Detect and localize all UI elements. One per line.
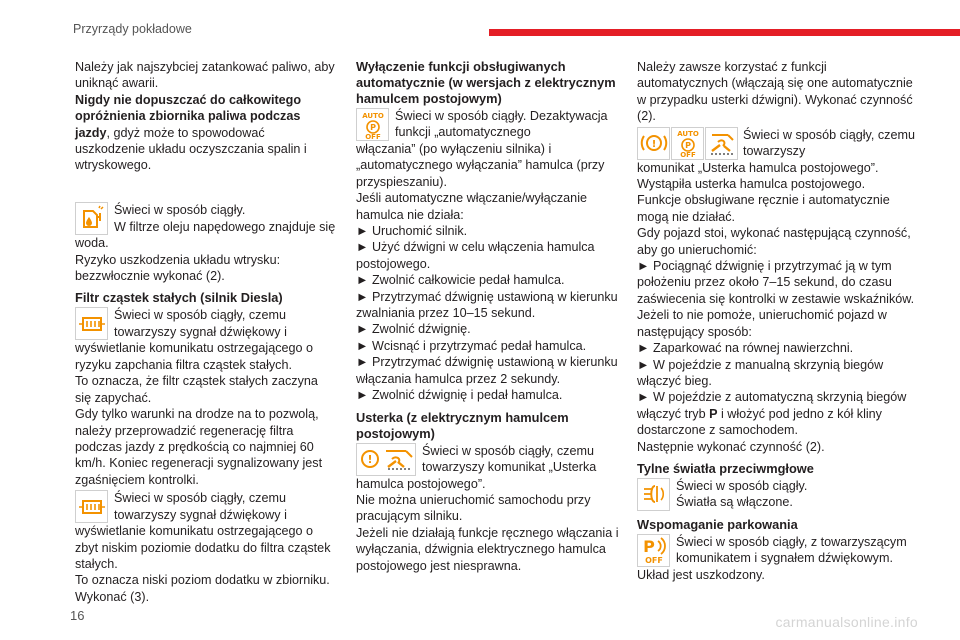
running-header: Przyrządy pokładowe: [73, 22, 192, 36]
auto-off-block: [356, 108, 624, 141]
multi-immobilise: Gdy pojazd stoi, wykonać następującą czynność, aby go unieruchomić:: [637, 226, 911, 257]
auto-gearbox-tail: i włożyć pod jedno z kół kliny dostarczone z samochodem.: [637, 406, 882, 438]
fuel-paragraph: [75, 59, 337, 174]
fault-lever: Jeżeli nie działają funkcje ręcznego włączania i wyłączania, dźwignia elektrycznego hamulca postojowego jest niesprawna.: [356, 525, 619, 573]
step-5: ► Zwolnić dźwignię.: [356, 322, 471, 337]
park-assist-heading: Wspomaganie parkowania: [637, 516, 798, 532]
multi-fault: Wystąpiła usterka hamulca postojowego.: [637, 177, 866, 192]
particle-filter-icon: [75, 307, 108, 340]
multi-final: Następnie wykonać czynność (2).: [637, 439, 825, 454]
auto-off-icon: [671, 127, 704, 160]
auto-off-intro: Świeci w sposób ciągły. Dezaktywacja funkcji „automatycznego: [395, 109, 608, 140]
column-middle: [356, 59, 624, 574]
water-in-fuel-icon: [75, 202, 108, 235]
auto-off-heading: Wyłączenie funkcji obsługiwanych automatycznie (w wersjach z elektrycznym hamulcem postojowym): [356, 59, 616, 106]
particle-filter-icon: [75, 490, 108, 523]
park-assist-fault: Układ jest uszkodzony.: [637, 567, 765, 582]
multi-fallback: Jeżeli to nie pomoże, unieruchomić pojazd w następujący sposób:: [637, 308, 887, 339]
rear-fog-heading: Tylne światła przeciwmgłowe: [637, 460, 814, 476]
auto-off-details: włączania” (po wyłączeniu silnika) i „automatycznego wyłączania” hamulca (przy przyspieszaniu).: [356, 142, 605, 189]
svg-text:OFF: OFF: [364, 132, 381, 140]
svg-text:AUTO: AUTO: [676, 130, 699, 139]
fault-intro: Świeci w sposób ciągły, czemu towarzyszy komunikat „Usterka: [422, 443, 597, 474]
step-4: ► Przytrzymać dźwignię ustawioną w kierunku zwalniania przez 10–15 sekund.: [356, 289, 618, 321]
water-risk: Ryzyko uszkodzenia układu wtrysku: bezzwłocznie wykonać (2).: [75, 252, 281, 284]
step-8: ► Zwolnić dźwignię i pedał hamulca.: [356, 388, 563, 403]
rear-fog-line-2: Światła są włączone.: [676, 495, 793, 510]
dpf-1-intro: Świeci w sposób ciągły, czemu towarzyszy sygnał dźwiękowy i: [114, 308, 287, 339]
column-left: [75, 59, 337, 605]
dpf-1-action: Gdy tylko warunki na drodze na to pozwolą, należy przeprowadzić regenerację filtra podczas jazdy z prędkością co najmniej 60 km/h. Koniec regeneracji sygnalizowany jest zgaśnięciem kontrolki.: [75, 407, 323, 487]
fuel-warning-tail: , gdyż może to spowodować uszkodzenie układu oczyszczania spalin i wtryskowego.: [75, 125, 307, 173]
multi-icon-block: [637, 127, 917, 160]
svg-text:P: P: [642, 537, 655, 557]
auto-off-icon: [356, 108, 389, 141]
fault-message: hamulca postojowego”.: [356, 476, 486, 491]
watermark-footer: carmanualsonline.info: [775, 614, 918, 630]
dpf-2-intro: Świeci w sposób ciągły, czemu towarzyszy sygnał dźwiękowy i: [114, 491, 287, 522]
parking-brake-fault-icon: [705, 127, 738, 160]
multi-step-lever: ► Pociągnąć dźwignię i przytrzymać ją w tym położeniu przez około 7–15 sekund, do czasu zaświecenia się kontrolki w zestawie wskaźników.: [637, 259, 915, 306]
dpf-2-message: wyświetlanie komunikatu ostrzegającego o zbyt niskim poziomie dodatku do filtra cząstek stałych.: [75, 524, 331, 571]
fuel-warning-bold: Nigdy nie dopuszczać do całkowitego opróżnienia zbiornika paliwa podczas jazdy: [75, 92, 302, 140]
svg-text:P: P: [369, 122, 376, 132]
dpf-block-2: [75, 490, 337, 523]
rear-fog-icon: [637, 478, 670, 511]
water-line-1: Świeci w sposób ciągły.: [114, 202, 246, 217]
step-1: ► Uruchomić silnik.: [356, 224, 468, 239]
svg-text:OFF: OFF: [644, 556, 663, 566]
dpf-1-meaning: To oznacza, że filtr cząstek stałych zaczyna się zapychać.: [75, 374, 318, 405]
brake-warning-icon: [637, 127, 670, 160]
svg-text:!: !: [367, 453, 373, 466]
park-assist-off-icon: [637, 534, 670, 567]
multi-message: komunikat „Usterka hamulca postojowego”.: [637, 160, 879, 175]
multi-intro: Świeci w sposób ciągły, czemu towarzyszy: [743, 127, 915, 159]
icon-group: [637, 127, 738, 160]
park-assist-text: Świeci w sposób ciągły, z towarzyszącym komunikatem i sygnałem dźwiękowym.: [676, 534, 907, 566]
dpf-2-meaning: To oznacza niski poziom dodatku w zbiorniku. Wykonać (3).: [75, 573, 330, 604]
fault-heading: Usterka (z elektrycznym hamulcem postojowym): [356, 409, 569, 441]
column-right: [637, 59, 917, 583]
fault-consequence: Nie można unieruchomić samochodu przy pracującym silniku.: [356, 492, 591, 524]
dpf-1-message: wyświetlanie komunikatu ostrzegającego o ryzyku zapchania filtra cząstek stałych.: [75, 341, 314, 372]
svg-text:AUTO: AUTO: [361, 111, 384, 120]
header-accent-bar: [489, 29, 960, 36]
rear-fog-block: [637, 478, 917, 511]
auto-functions-note: Należy zawsze korzystać z funkcji automatycznych (włączają się one automatycznie w przypadku usterki dźwigni). Wykonać czynność (2).: [637, 60, 913, 124]
step-6: ► Wcisnąć i przytrzymać pedał hamulca.: [356, 338, 587, 353]
fuel-text: Należy jak najszybciej zatankować paliwo, aby uniknąć awarii.: [75, 60, 335, 91]
dpf-heading: Filtr cząstek stałych (silnik Diesla): [75, 290, 283, 306]
dpf-block-1: [75, 307, 337, 340]
svg-text:!: !: [651, 139, 656, 151]
auto-off-condition: Jeśli automatyczne włączanie/wyłączanie hamulca nie działa:: [356, 191, 587, 222]
svg-text:P: P: [684, 141, 691, 151]
park-assist-block: [637, 534, 917, 567]
auto-gearbox-text: ► W pojeździe z automatyczną skrzynią biegów włączyć tryb: [637, 390, 907, 421]
multi-step-park: ► Zaparkować na równej nawierzchni.: [637, 341, 854, 356]
step-7: ► Przytrzymać dźwignię ustawioną w kierunku włączania hamulca przez 2 sekundy.: [356, 355, 618, 386]
svg-text:OFF: OFF: [679, 151, 696, 159]
multi-step-manual: ► W pojeździe z manualną skrzynią biegów włączyć bieg.: [637, 357, 884, 388]
parking-brake-fault-icon: [356, 443, 416, 476]
page-number: 16: [70, 608, 85, 623]
fault-block: [356, 443, 624, 476]
rear-fog-line-1: Świeci w sposób ciągły.: [676, 478, 808, 493]
multi-functions: Funkcje obsługiwane ręcznie i automatycznie mogą nie działać.: [637, 193, 890, 224]
step-2: ► Użyć dźwigni w celu włączenia hamulca postojowego.: [356, 240, 595, 271]
multi-step-auto: [637, 389, 917, 438]
park-mode-letter: P: [709, 406, 718, 421]
step-3: ► Zwolnić całkowicie pedał hamulca.: [356, 273, 565, 288]
water-line-2: W filtrze oleju napędowego znajduje się woda.: [75, 219, 336, 251]
